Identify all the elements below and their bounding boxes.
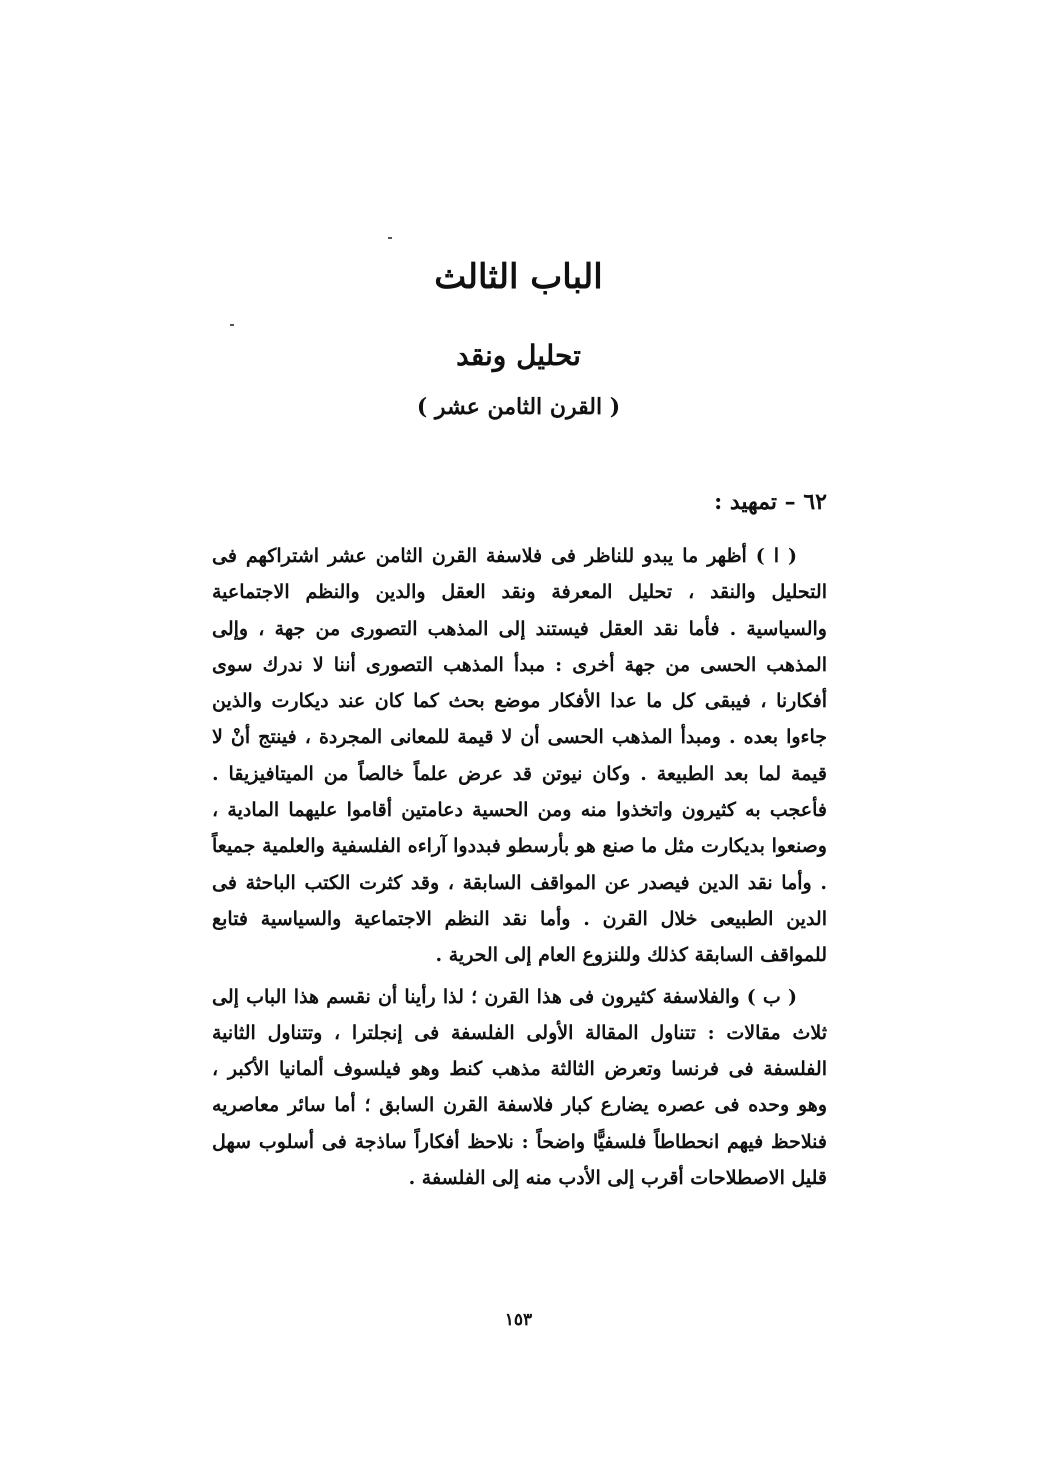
chapter-title: الباب الثالث [434, 257, 603, 297]
paragraph-b: ( ب ) والفلاسفة كثيرون فى هذا القرن ؛ لذا رأينا أن نقسم هذا الباب إلى ثلاث مقالات : تتناول المقالة الأولى الفلسفة فى إنجلترا ، وتتناول الثانية الفلسفة فى فرنسا وتعرض الثالثة مذهب كنط وهو فيلسوف ألمانيا الأكبر ، وهو وحده فى عصره يضارع كبار فلاسفة القرن السابق ؛ أما سائر معاصريه فنلاحظ فيهم انحطاطاً فلسفيًّا واضحاً : نلاحظ أفكاراً ساذجة فى أسلوب سهل قليل الاصطلاحات أقرب إلى الأدب منه إلى الفلسفة . [212, 985, 827, 1190]
scan-speck [388, 237, 392, 239]
scan-speck [230, 324, 234, 326]
section-heading: ٦٢ – تمهيد : [714, 489, 827, 515]
chapter-subtitle: تحليل ونقد [456, 339, 581, 372]
page-number: ١٥٣ [504, 1310, 533, 1330]
chapter-era: ( القرن الثامن عشر ) [416, 394, 621, 420]
body-text [212, 538, 827, 1196]
paragraph-a: ( ا ) أظهر ما يبدو للناظر فى فلاسفة القرن الثامن عشر اشتراكهم فى التحليل والنقد ، تحليل المعرفة ونقد العقل والدين والنظم الاجتماعية والسياسية . فأما نقد العقل فيستند إلى المذهب التصورى من جهة ، وإلى المذهب الحسى من جهة أخرى : مبدأ المذهب التصورى أننا لا ندرك سوى أفكارنا ، فيبقى كل ما عدا الأفكار موضع بحث كما كان عند ديكارت والذين جاءوا بعده . ومبدأ المذهب الحسى أن لا قيمة للمعانى المجردة ، فينتج أنْ لا قيمة لما بعد الطبيعة . وكان نيوتن قد عرض علماً خالصاً من الميتافيزيقا . فأعجب به كثيرون واتخذوا منه ومن الحسية دعامتين أقاموا عليهما المادية ، وصنعوا بديكارت مثل ما صنع هو بأرسطو فبددوا آراءه الفلسفية والعلمية جميعاً . وأما نقد الدين فيصدر عن المواقف السابقة ، وقد كثرت الكتب الباحثة فى الدين الطبيعى خلال القرن . وأما نقد النظم الاجتماعية والسياسية فتابع للمواقف السابقة كذلك وللنزوع العام إلى الحرية . [212, 545, 827, 967]
